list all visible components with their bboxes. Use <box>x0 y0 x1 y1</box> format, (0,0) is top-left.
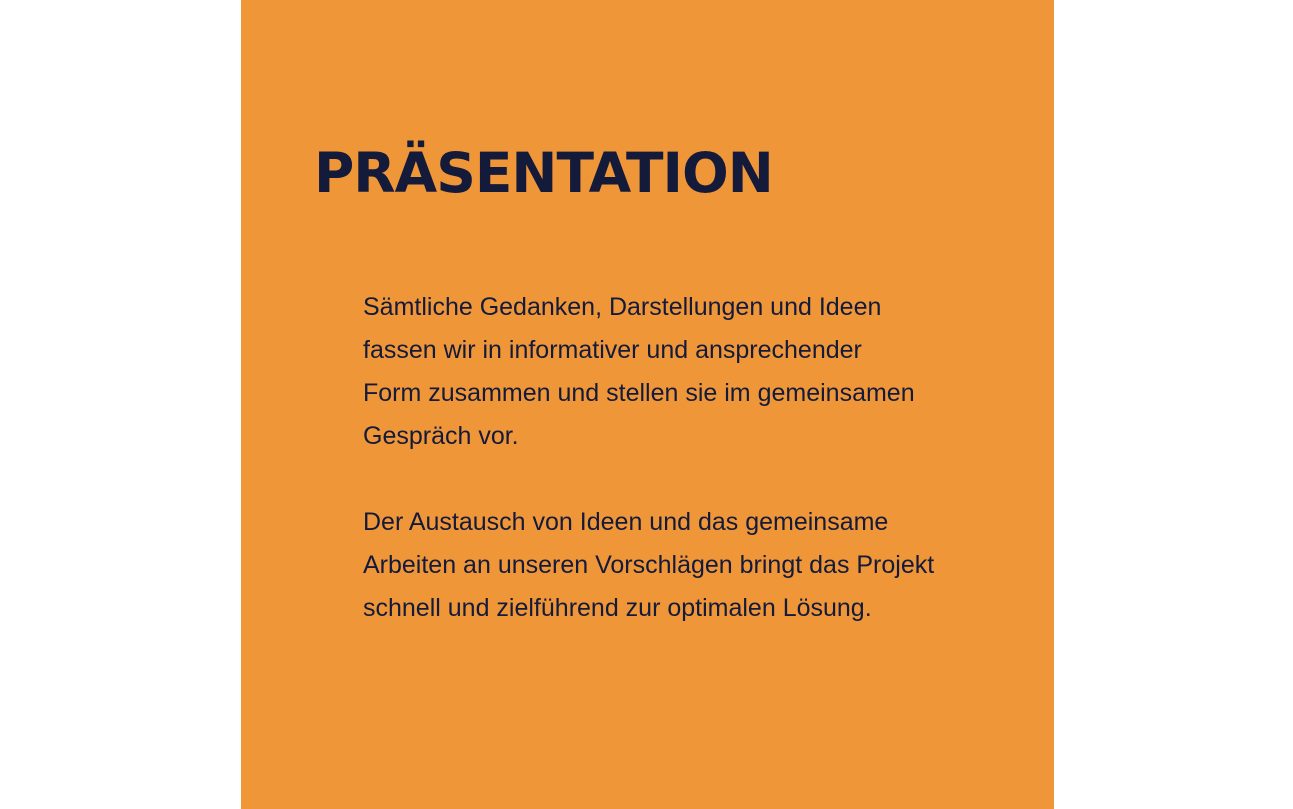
orange-content-panel <box>241 0 1054 809</box>
paragraph-line: Gespräch vor. <box>363 422 519 450</box>
paragraph-line: Sämtliche Gedanken, Darstellungen und Ideen <box>363 293 882 321</box>
paragraph-idea-exchange <box>363 501 1023 630</box>
paragraph-line: Arbeiten an unseren Vorschlägen bringt das Projekt <box>363 551 935 579</box>
paragraph-line: Der Austausch von Ideen und das gemeinsame <box>363 508 889 536</box>
paragraph-line: fassen wir in informativer und ansprechender <box>363 336 862 364</box>
paragraph-presentation-intro <box>363 286 1023 458</box>
paragraph-line: schnell und zielführend zur optimalen Lösung. <box>363 594 872 622</box>
page-title: PRÄSENTATION <box>314 141 773 205</box>
paragraph-line: Form zusammen und stellen sie im gemeinsamen <box>363 379 915 407</box>
body-text <box>363 286 1023 630</box>
